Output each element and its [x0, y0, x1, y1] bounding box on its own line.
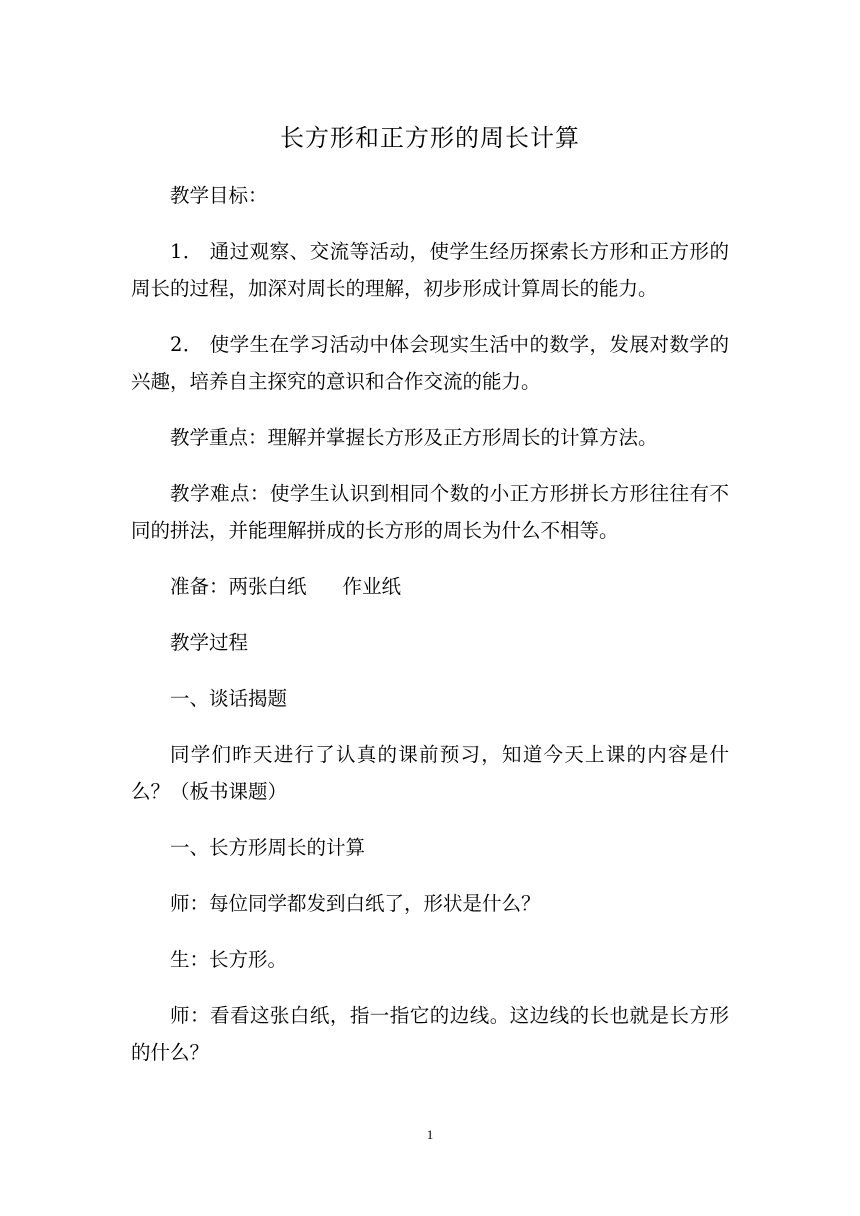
- paragraph-objective-1: 1． 通过观察、交流等活动，使学生经历探索长方形和正方形的周长的过程，加深对周长的理解，初步形成计算周长的能力。: [131, 240, 729, 300]
- paragraph-section-rectangle: 一、长方形周长的计算: [170, 836, 366, 859]
- paragraph-teacher-2: 师：看看这张白纸，指一指它的边线。这边线的长也就是长方形的什么？: [131, 1004, 729, 1064]
- page-number: 1: [426, 1127, 434, 1142]
- preparation-label: 准备：两张白纸: [170, 575, 307, 598]
- paragraph-student-1: 生：长方形。: [170, 948, 288, 971]
- paragraph-section-intro: 一、谈话揭题: [170, 687, 288, 710]
- paragraph-objectives-heading: 教学目标：: [170, 184, 268, 207]
- paragraph-key-point: 教学重点：理解并掌握长方形及正方形周长的计算方法。: [170, 426, 658, 449]
- paragraph-objective-2: 2． 使学生在学习活动中体会现实生活中的数学，发展对数学的兴趣，培养自主探究的意识和合作交流的能力。: [131, 333, 729, 393]
- paragraph-preparation: [131, 568, 729, 605]
- document-body: [131, 177, 729, 1090]
- preparation-item: 作业纸: [342, 575, 402, 598]
- paragraph-process-heading: 教学过程: [170, 631, 249, 654]
- paragraph-intro-text: 同学们昨天进行了认真的课前预习，知道今天上课的内容是什么？（板书课题）: [131, 743, 729, 803]
- paragraph-teacher-1: 师：每位同学都发到白纸了，形状是什么？: [170, 892, 541, 915]
- document-title: 长方形和正方形的周长计算: [280, 124, 580, 152]
- paragraph-difficulty: 教学难点：使学生认识到相同个数的小正方形拼长方形往往有不同的拼法，并能理解拼成的长方形的周长为什么不相等。: [131, 482, 729, 542]
